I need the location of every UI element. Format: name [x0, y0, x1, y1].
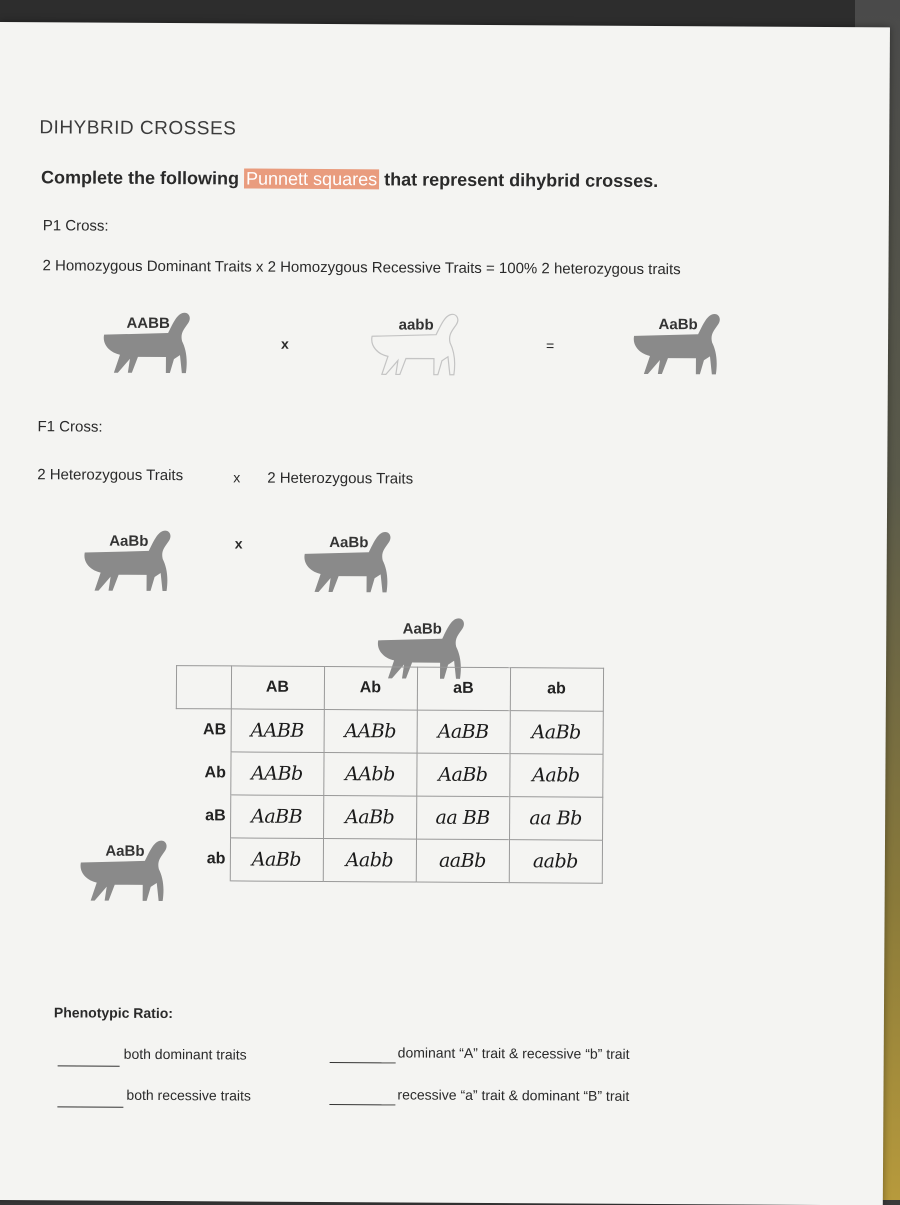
cat-label: AaBb: [329, 534, 369, 552]
cat-label: AaBb: [105, 842, 145, 860]
cell-genotype: AABB: [250, 719, 304, 742]
times-sign: x: [234, 535, 243, 552]
row-header: aB: [176, 795, 231, 838]
column-header: aB: [417, 667, 510, 711]
punnett-cell[interactable]: [323, 752, 416, 796]
instructions-before: Complete the following: [40, 167, 245, 189]
cat-aabb-recessive: [366, 304, 466, 385]
punnett-cell[interactable]: [509, 754, 602, 798]
cat-label: AaBb: [109, 532, 149, 550]
cell-genotype: AaBb: [344, 806, 395, 829]
instructions-after: that represent dihybrid crosses.: [379, 169, 659, 192]
cat-label: AaBb: [402, 620, 442, 638]
punnett-cell[interactable]: [509, 797, 602, 841]
punnett-header-row: [176, 666, 603, 712]
cat-aabb-dominant: [98, 303, 198, 384]
punnett-square: [175, 665, 604, 884]
punnett-cell[interactable]: [417, 710, 510, 754]
f1-right-label: 2 Heterozygous Traits: [267, 469, 414, 488]
punnett-cell[interactable]: [416, 753, 509, 797]
cell-genotype: AaBb: [531, 721, 581, 744]
punnett-cell[interactable]: [416, 796, 509, 840]
phenotypic-ratio-heading: Phenotypic Ratio:: [53, 1004, 174, 1022]
cell-genotype: AaBB: [437, 720, 489, 743]
cell-genotype: AABb: [251, 762, 303, 785]
punnett-cell[interactable]: [416, 839, 509, 883]
ratio-recessive-a-dominant-b: recessive “a” trait & dominant “B” trait: [397, 1086, 630, 1104]
ratio-dominant-a-recessive-b: dominant “A” trait & recessive “b” trait: [397, 1044, 630, 1062]
ratio-both-dominant: both dominant traits: [123, 1045, 247, 1063]
cat-aabb-offspring: [628, 304, 728, 385]
cell-genotype: AaBb: [251, 848, 302, 871]
punnett-cell[interactable]: [231, 709, 324, 753]
column-header: AB: [231, 666, 324, 710]
punnett-cell[interactable]: [323, 838, 416, 882]
answer-blank[interactable]: [330, 1062, 396, 1063]
answer-blank[interactable]: [329, 1104, 395, 1105]
times-sign: x: [233, 469, 241, 486]
punnett-cell[interactable]: [510, 711, 603, 755]
cell-genotype: AaBb: [438, 763, 488, 786]
punnett-cell[interactable]: [323, 795, 416, 839]
punnett-row: [176, 709, 603, 755]
page-title: DIHYBRID CROSSES: [39, 117, 237, 140]
punnett-corner: [176, 666, 231, 709]
cell-genotype: AAbb: [344, 763, 395, 786]
cat-label: AaBb: [658, 316, 698, 334]
worksheet-page: [0, 22, 890, 1205]
punnett-cell[interactable]: [324, 709, 417, 753]
punnett-cell[interactable]: [509, 840, 602, 884]
instructions: [41, 167, 658, 192]
cat-f1-parent1: [78, 520, 178, 601]
punnett-cell[interactable]: [230, 795, 323, 839]
f1-left-label: 2 Heterozygous Traits: [37, 466, 184, 485]
column-header: ab: [510, 668, 603, 712]
row-header: AB: [176, 709, 231, 752]
row-header: Ab: [176, 752, 231, 795]
ratio-both-recessive: both recessive traits: [126, 1086, 251, 1104]
cell-genotype: AABb: [344, 720, 397, 743]
punnett-row: [175, 838, 602, 884]
instructions-highlight: Punnett squares: [245, 168, 378, 190]
cell-genotype: aaBb: [438, 849, 486, 872]
cell-genotype: aa Bb: [529, 807, 582, 830]
punnett-cell[interactable]: [230, 838, 323, 882]
answer-blank[interactable]: [57, 1106, 123, 1107]
column-header: Ab: [324, 666, 417, 710]
p1-heading: P1 Cross:: [42, 217, 109, 235]
cell-genotype: aabb: [532, 850, 578, 873]
punnett-cell[interactable]: [230, 752, 323, 796]
punnett-row: [176, 752, 603, 798]
p1-description: 2 Homozygous Dominant Traits x 2 Homozygous Recessive Traits = 100% 2 heterozygous traits: [42, 257, 681, 279]
times-sign: x: [280, 335, 289, 352]
cell-genotype: Aabb: [532, 764, 580, 787]
punnett-row: [176, 795, 603, 841]
cell-genotype: aa BB: [435, 806, 490, 830]
cat-label: AABB: [126, 314, 170, 333]
cell-genotype: AaBB: [251, 805, 303, 828]
cat-label: aabb: [398, 316, 434, 334]
f1-heading: F1 Cross:: [37, 418, 103, 436]
cat-f1-parent2: [298, 522, 398, 603]
answer-blank[interactable]: [58, 1065, 120, 1066]
equals-sign: =: [545, 337, 555, 354]
cat-side-parent: [75, 830, 175, 911]
row-header: ab: [175, 838, 230, 881]
cell-genotype: Aabb: [345, 849, 394, 872]
